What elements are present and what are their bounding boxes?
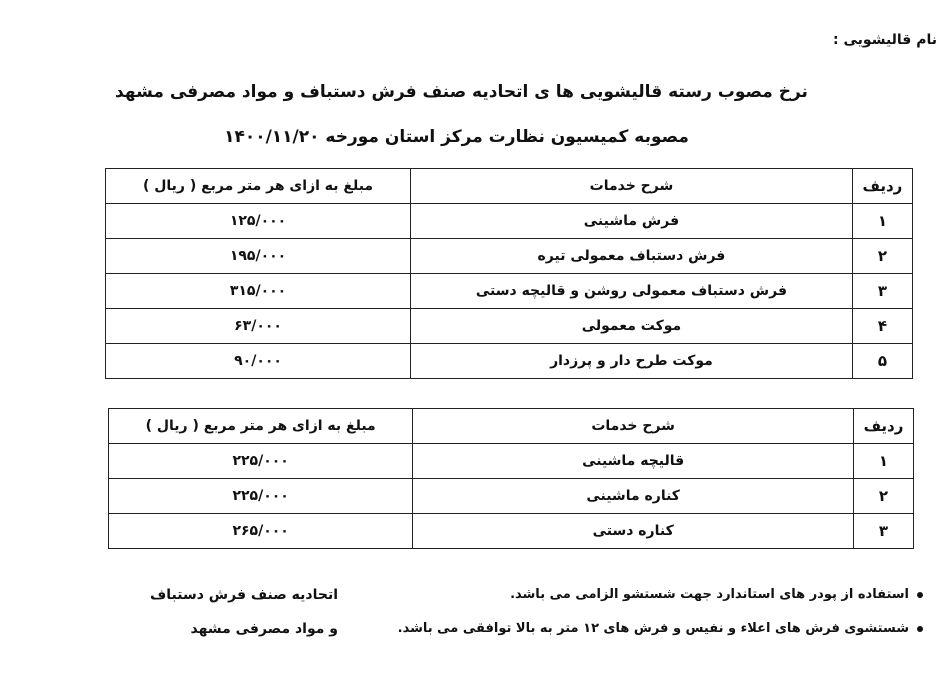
table-row	[106, 239, 913, 274]
row-number: ۴	[852, 309, 912, 344]
bullet-icon	[917, 592, 923, 598]
price-value: ۲۶۵/۰۰۰	[109, 514, 413, 549]
row-number: ۲	[853, 479, 913, 514]
row-number: ۲	[852, 239, 912, 274]
laundry-name-label: نام قالیشویی :	[833, 32, 937, 48]
header-price-per-square-meter: مبلغ به ازای هر متر مربع ( ریال )	[109, 409, 413, 444]
note-text: استفاده از پودر های استاندارد جهت شستشو الزامی می باشد.	[510, 587, 909, 602]
price-value: ۹۰/۰۰۰	[106, 344, 411, 379]
header-row-number: ردیف	[853, 409, 913, 444]
service-description: فرش دستباف معمولی روشن و قالیچه دستی	[411, 274, 853, 309]
service-description: کناره دستی	[413, 514, 854, 549]
tariff-table-rugs-runners	[108, 408, 914, 549]
list-item	[398, 578, 923, 612]
price-value: ۲۲۵/۰۰۰	[109, 479, 413, 514]
service-description: فرش ماشینی	[411, 204, 853, 239]
price-value: ۶۳/۰۰۰	[106, 309, 411, 344]
header-price-per-square-meter: مبلغ به ازای هر متر مربع ( ریال )	[106, 169, 411, 204]
table-header-row	[106, 169, 913, 204]
table-row	[109, 479, 914, 514]
price-value: ۱۲۵/۰۰۰	[106, 204, 411, 239]
header-service-description: شرح خدمات	[413, 409, 854, 444]
union-signature-block	[128, 578, 338, 646]
table-header-row	[109, 409, 914, 444]
document-title: نرخ مصوب رسته قالیشویی ها ی اتحادیه صنف فرش دستباف و مواد مصرفی مشهد	[115, 82, 808, 102]
price-value: ۱۹۵/۰۰۰	[106, 239, 411, 274]
list-item	[398, 612, 923, 646]
service-description: موکت طرح دار و پرزدار	[411, 344, 853, 379]
tariff-table-carpets	[105, 168, 913, 379]
table-row	[106, 344, 913, 379]
row-number: ۱	[853, 444, 913, 479]
note-text: شستشوی فرش های اعلاء و نفیس و فرش های ۱۲ متر به بالا توافقی می باشد.	[397, 621, 909, 636]
price-value: ۳۱۵/۰۰۰	[106, 274, 411, 309]
signature-line: اتحادیه صنف فرش دستباف	[150, 587, 338, 603]
notes-list	[398, 578, 923, 646]
signature-line: و مواد مصرفی مشهد	[190, 621, 338, 637]
table-row	[109, 514, 914, 549]
row-number: ۳	[852, 274, 912, 309]
table-row	[109, 444, 914, 479]
service-description: موکت معمولی	[411, 309, 853, 344]
bullet-icon	[917, 626, 923, 632]
service-description: فرش دستباف معمولی تیره	[411, 239, 853, 274]
table-row	[106, 309, 913, 344]
header-service-description: شرح خدمات	[411, 169, 853, 204]
table-row	[106, 274, 913, 309]
header-row-number: ردیف	[852, 169, 912, 204]
document-subtitle: مصوبه کمیسیون نظارت مرکز استان مورخه ۱۴۰۰/۱۱/۲۰	[224, 127, 689, 147]
service-description: قالیچه ماشینی	[413, 444, 854, 479]
service-description: کناره ماشینی	[413, 479, 854, 514]
row-number: ۳	[853, 514, 913, 549]
table-row	[106, 204, 913, 239]
row-number: ۵	[852, 344, 912, 379]
row-number: ۱	[852, 204, 912, 239]
price-value: ۲۲۵/۰۰۰	[109, 444, 413, 479]
